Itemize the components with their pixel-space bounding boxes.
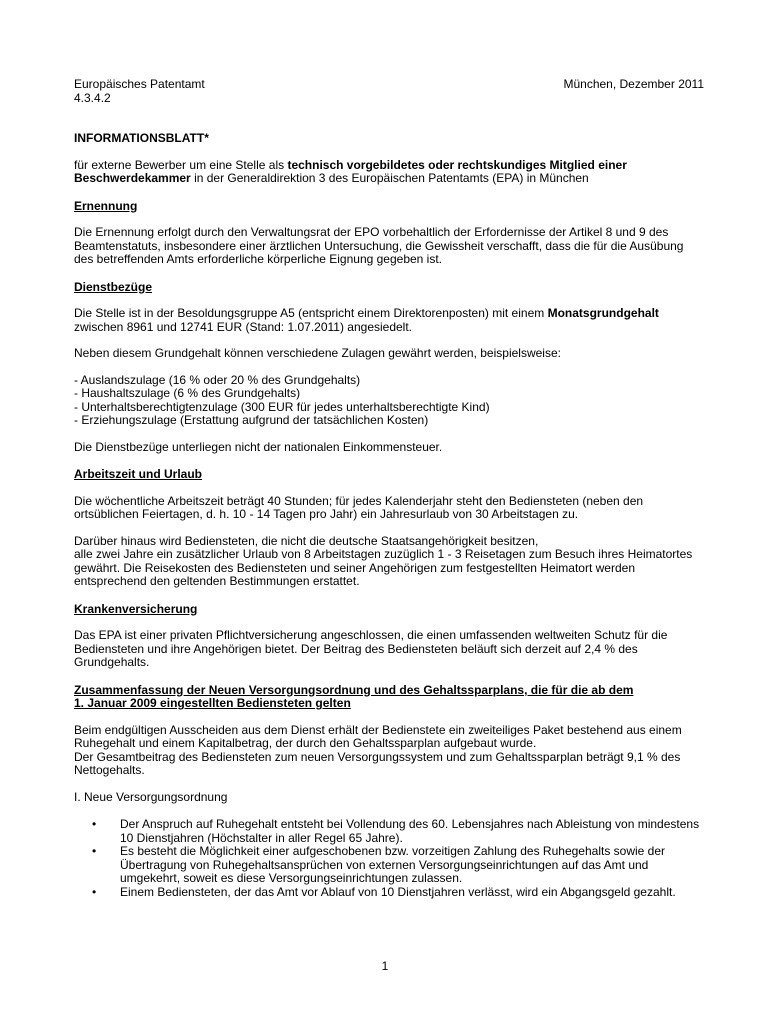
allowance-item: - Erziehungszulage (Erstattung aufgrund der tatsächlichen Kosten) bbox=[74, 413, 429, 427]
page-number: 1 bbox=[381, 959, 389, 973]
intro-text-2: in der Generaldirektion 3 des Europäischen Patentamts (EPA) in München bbox=[190, 171, 589, 185]
zusammenfassung-heading-line-1: Zusammenfassung der Neuen Versorgungsordnung und des Gehaltssparplans, die für die ab dem bbox=[74, 682, 634, 697]
intro-text-1: für externe Bewerber um eine Stelle als bbox=[74, 157, 288, 172]
allowance-item: - Haushaltszulage (6 % des Grundgehalts) bbox=[74, 386, 301, 400]
intro-paragraph bbox=[74, 159, 704, 186]
document-body bbox=[74, 78, 704, 899]
organization-name: Europäisches Patentamt bbox=[74, 77, 205, 91]
krankenversicherung-paragraph: Das EPA ist einer privaten Pflichtversicherung angeschlossen, die einen umfassenden weltweiten Schutz für die Bediensteten und ihre Angehörigen bietet. Der Beitrag des Bediensteten beläuft sich derzeit auf 2,4 % des Grundgehalts. bbox=[74, 628, 668, 669]
allowance-item: - Auslandszulage (16 % oder 20 % des Grundgehalts) bbox=[74, 372, 361, 387]
dienstbezuege-paragraph-2: Neben diesem Grundgehalt können verschiedene Zulagen gewährt werden, beispielsweise: bbox=[74, 346, 561, 360]
versorgungsordnung-bullet-list bbox=[74, 818, 704, 899]
heading-arbeitszeit: Arbeitszeit und Urlaub bbox=[74, 467, 203, 481]
arbeitszeit-paragraph-1: Die wöchentliche Arbeitszeit beträgt 40 Stunden; für jedes Kalenderjahr steht den Bediensteten (neben den ortsüblichen Feiertagen, d. h. 10 - 14 Tagen pro Jahr) ein Jahresurlaub von 30 Arbeitstagen zu. bbox=[74, 493, 644, 521]
place-date: München, Dezember 2011 bbox=[563, 77, 704, 91]
heading-krankenversicherung: Krankenversicherung bbox=[74, 601, 198, 616]
letter-header bbox=[74, 78, 704, 105]
zusammenfassung-line-1: Beim endgültigen Ausscheiden aus dem Dienst erhält der Bedienstete ein zweiteiliges Paket bestehend aus einem Ruhegehalt und einem Kapitalbetrag, der durch den Gehaltssparplan aufgebaut wurde. bbox=[74, 722, 682, 750]
intro-bold-position: technisch vorgebildetes oder rechtskundiges Mitglied einer Beschwerdekammer bbox=[74, 157, 627, 185]
reference-number: 4.3.4.2 bbox=[74, 90, 111, 105]
zusammenfassung-paragraph bbox=[74, 724, 704, 778]
dienstbezuege-text-2: zwischen 8961 und 12741 EUR (Stand: 1.07.2011) angesiedelt. bbox=[74, 319, 413, 334]
header-left bbox=[74, 78, 205, 105]
dienstbezuege-paragraph-3: Die Dienstbezüge unterliegen nicht der nationalen Einkommensteuer. bbox=[74, 439, 443, 454]
subheading-versorgungsordnung: I. Neue Versorgungsordnung bbox=[74, 789, 228, 804]
allowance-item: - Unterhaltsberechtigtenzulage (300 EUR für jedes unterhaltsberechtigte Kind) bbox=[74, 399, 490, 414]
allowances-list bbox=[74, 374, 704, 428]
arbeitszeit-paragraph-2 bbox=[74, 535, 704, 589]
heading-ernennung: Ernennung bbox=[74, 198, 138, 213]
bullet-item: • Der Anspruch auf Ruhegehalt entsteht bei Vollendung des 60. Lebensjahres nach Ableistung von mindestens 10 Dienstjahren (Höchstalter in aller Regel 65 Jahre). bbox=[92, 818, 704, 845]
arbeitszeit-line-1: Darüber hinaus wird Bediensteten, die nicht die deutsche Staatsangehörigkeit besitzen, bbox=[74, 533, 539, 548]
bullet-item: • Es besteht die Möglichkeit einer aufgeschobenen bzw. vorzeitigen Zahlung des Ruhegehalts sowie der Übertragung von Ruhegehaltsansprüchen von externen Versorgungseinrichtungen auf das Amt und umgekehrt, soweit es diese Versorgungseinrichtungen zulassen. bbox=[92, 845, 704, 886]
heading-dienstbezuege: Dienstbezüge bbox=[74, 279, 153, 294]
bullet-item: • Einem Bediensteten, der das Amt vor Ablauf von 10 Dienstjahren verlässt, wird ein Abgangsgeld gezahlt. bbox=[92, 886, 704, 900]
arbeitszeit-line-2: alle zwei Jahre ein zusätzlicher Urlaub von 8 Arbeitstagen zuzüglich 1 - 3 Reisetagen zum Besuch ihres Heimatortes gewährt. Die Reisekosten des Bediensteten und seiner Angehörigen zum festgestellten Heimatort werden entsprechend den geltenden Bestimmungen erstattet. bbox=[74, 547, 693, 588]
zusammenfassung-line-2: Der Gesamtbeitrag des Bediensteten zum neuen Versorgungssystem und zum Gehaltssparplan beträgt 9,1 % des Nettogehalts. bbox=[74, 749, 681, 777]
zusammenfassung-heading-line-2: 1. Januar 2009 eingestellten Bediensteten gelten bbox=[74, 696, 351, 710]
ernennung-paragraph: Die Ernennung erfolgt durch den Verwaltungsrat der EPO vorbehaltlich der Erfordernisse der Artikel 8 und 9 des Beamtenstatuts, insbesondere einer ärztlichen Untersuchung, die Gewissheit verschafft, dass die für die Ausübung des betreffenden Amts erforderliche körperliche Eignung gegeben ist. bbox=[74, 225, 684, 266]
dienstbezuege-bold-salary: Monatsgrundgehalt bbox=[547, 306, 659, 320]
heading-zusammenfassung bbox=[74, 684, 704, 711]
document-title: INFORMATIONSBLATT* bbox=[74, 131, 209, 145]
dienstbezuege-text-1: Die Stelle ist in der Besoldungsgruppe A5 (entspricht einem Direktorenposten) mit einem bbox=[74, 306, 548, 320]
dienstbezuege-paragraph-1 bbox=[74, 307, 704, 334]
